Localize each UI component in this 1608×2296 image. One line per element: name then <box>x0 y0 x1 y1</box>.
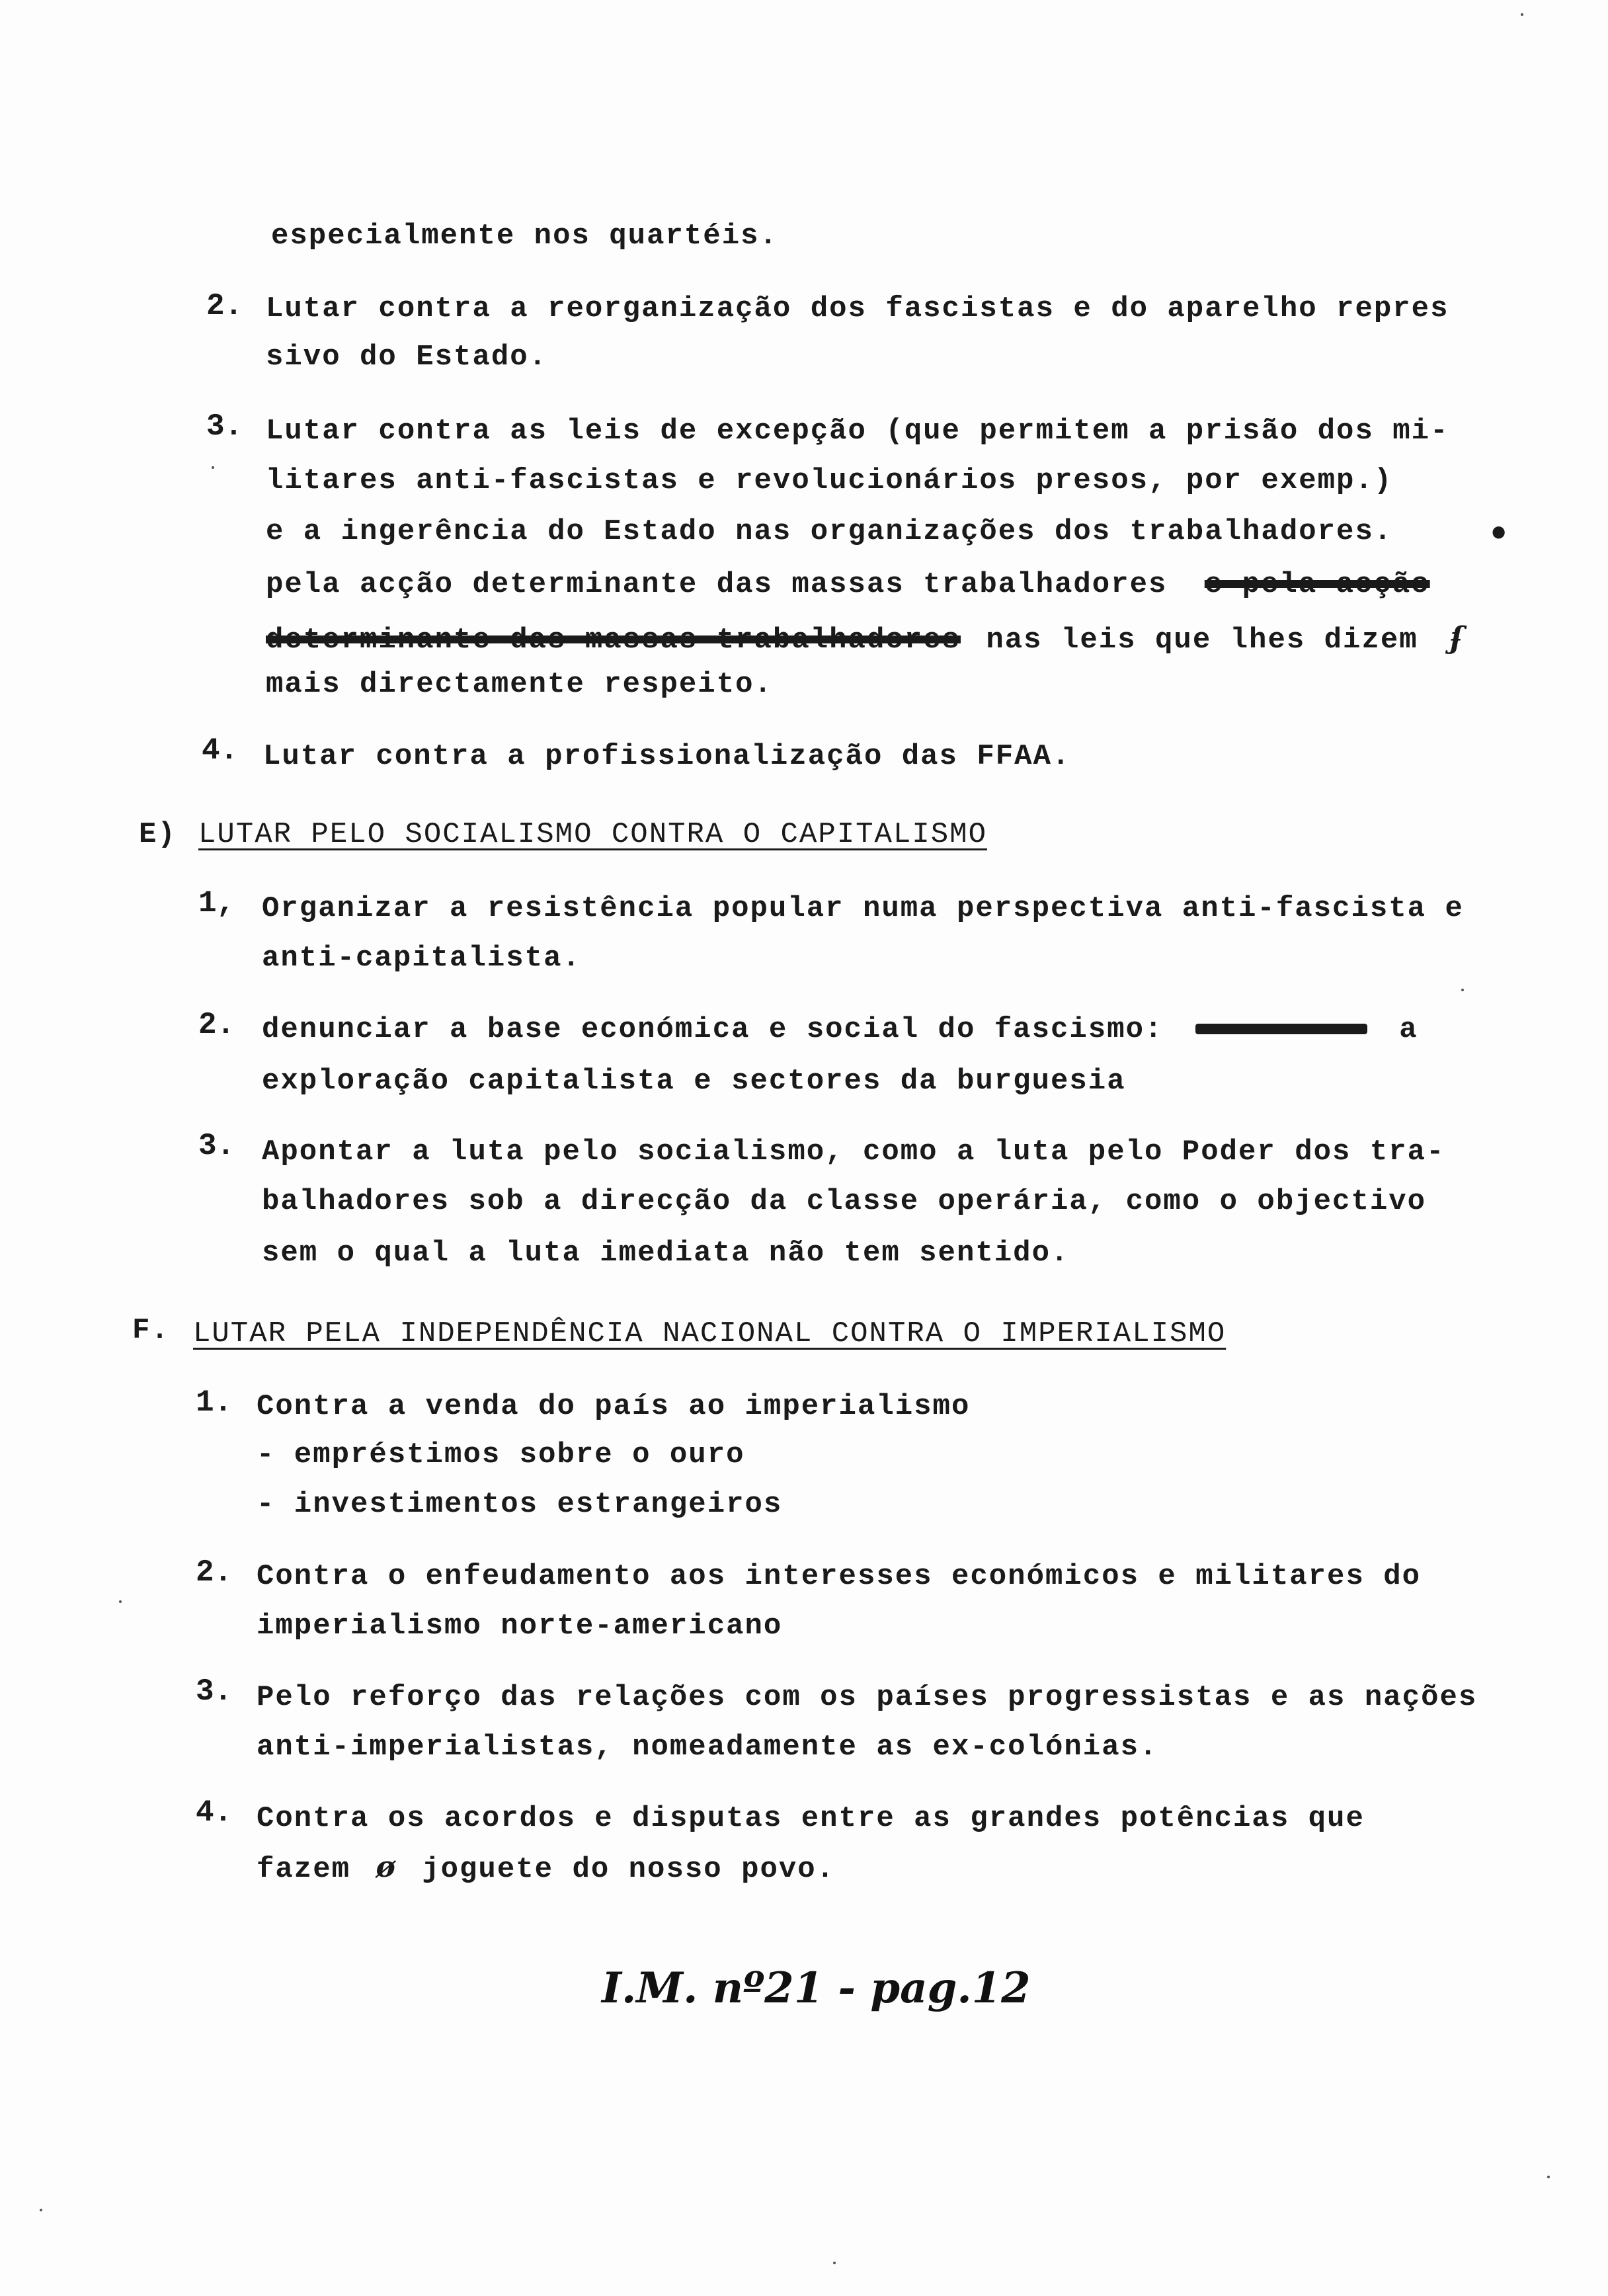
text-segment: a <box>1399 1013 1418 1046</box>
text-line: Apontar a luta pelo socialismo, como a luta pelo Poder dos tra- <box>262 1135 1445 1168</box>
page-reference: I.M. nº21 - pag.12 <box>602 1963 1031 2013</box>
text-line: mais directamente respeito. <box>266 668 773 701</box>
text-line <box>262 1015 1418 1044</box>
text-segment: nas leis que lhes dizem <box>986 624 1418 657</box>
text-line: Lutar contra as leis de excepção (que permitem a prisão dos mi- <box>266 415 1449 448</box>
text-segment: denunciar a base económica e social do fascismo: <box>262 1013 1164 1046</box>
handwritten-mark: ø <box>376 1850 397 1884</box>
section-heading <box>193 1319 1226 1348</box>
section-title: LUTAR PELO SOCIALISMO CONTRA O CAPITALISMO <box>198 818 987 851</box>
item-number: 3. <box>196 1674 233 1709</box>
item-number: 3. <box>198 1129 235 1163</box>
text-line: - investimentos estrangeiros <box>257 1488 783 1521</box>
scan-speck <box>119 1600 122 1603</box>
struck-text: determinante das massas trabalhadores <box>266 624 961 657</box>
redaction-blot <box>1195 1024 1367 1034</box>
text-line: exploração capitalista e sectores da burguesia <box>262 1065 1126 1098</box>
text-line <box>266 570 1430 599</box>
text-line: sem o qual a luta imediata não tem sentido. <box>262 1237 1070 1270</box>
item-number: 1, <box>198 886 235 921</box>
item-number: 1. <box>196 1385 233 1420</box>
text-segment: fazem <box>257 1853 351 1886</box>
text-line: Organizar a resistência popular numa perspectiva anti-fascista e <box>262 892 1464 925</box>
text-line: especialmente nos quartéis. <box>271 220 778 253</box>
text-line: sivo do Estado. <box>266 341 548 374</box>
handwritten-mark: ʄ <box>1450 621 1465 655</box>
text-segment: pela acção determinante das massas trabalhadores <box>266 568 1168 601</box>
item-number: 2. <box>206 289 243 323</box>
scan-speck <box>1461 989 1464 991</box>
struck-text: e pela acção <box>1204 568 1430 601</box>
scan-speck <box>40 2209 42 2211</box>
text-line: anti-imperialistas, nomeadamente as ex-colónias. <box>257 1731 1158 1764</box>
handwritten-insert: • <box>1488 514 1511 554</box>
scan-speck <box>833 2262 836 2264</box>
text-line: Contra os acordos e disputas entre as grandes potências que <box>257 1802 1365 1835</box>
item-number: 3. <box>206 409 243 444</box>
item-number: 2. <box>198 1008 235 1042</box>
text-line: anti-capitalista. <box>262 942 581 975</box>
scan-speck <box>1547 2176 1550 2178</box>
text-line: e a ingerência do Estado nas organizações dos trabalhadores. <box>266 515 1393 548</box>
scan-speck <box>212 466 214 469</box>
text-line: imperialismo norte-americano <box>257 1610 783 1643</box>
scan-speck <box>1521 13 1523 16</box>
section-letter: E) <box>139 818 177 851</box>
text-line <box>257 1850 836 1886</box>
section-title: LUTAR PELA INDEPENDÊNCIA NACIONAL CONTRA O IMPERIALISMO <box>193 1317 1226 1350</box>
text-line: balhadores sob a direcção da classe operária, como o objectivo <box>262 1185 1427 1218</box>
text-line: litares anti-fascistas e revolucionários presos, por exemp.) <box>266 464 1393 497</box>
section-letter: F. <box>132 1314 170 1347</box>
text-line: Pelo reforço das relações com os países progressistas e as nações <box>257 1681 1478 1714</box>
text-line: Lutar contra a profissionalização das FFAA. <box>263 740 1071 773</box>
section-heading <box>198 820 987 849</box>
text-segment: joguete do nosso povo. <box>422 1853 836 1886</box>
item-number: 4. <box>202 733 239 768</box>
text-line: - empréstimos sobre o ouro <box>257 1438 745 1471</box>
item-number: 4. <box>196 1795 233 1830</box>
text-line <box>266 621 1465 657</box>
text-line: Contra a venda do país ao imperialismo <box>257 1390 971 1423</box>
text-line: Contra o enfeudamento aos interesses económicos e militares do <box>257 1560 1422 1593</box>
item-number: 2. <box>196 1555 233 1590</box>
text-line: Lutar contra a reorganização dos fascistas e do aparelho repres <box>266 292 1449 325</box>
